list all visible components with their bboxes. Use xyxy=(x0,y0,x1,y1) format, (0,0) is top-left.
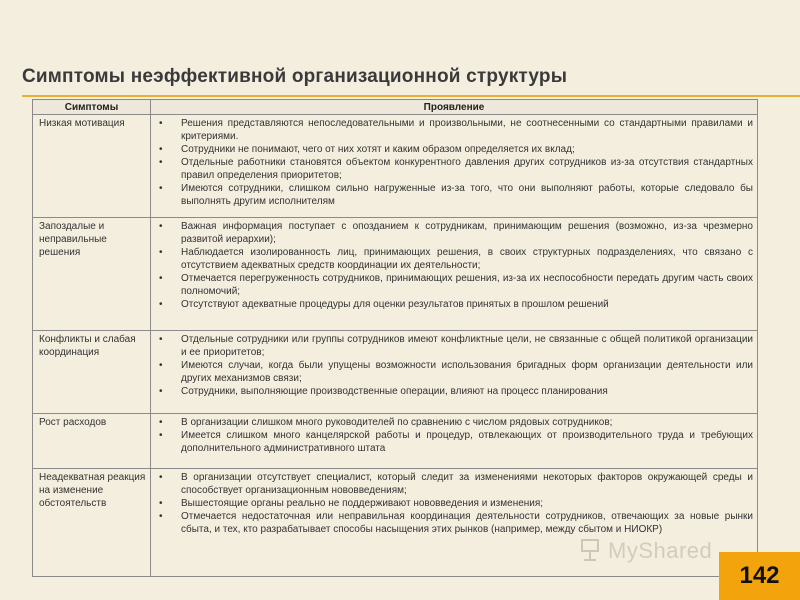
list-item: • Отмечается недостаточная или неправильная координация деятельности сотрудников, отвечающих за новые рынки сбыта, и тех, кто разрабатывает способы насыщения этих рынков (например, между сбытом и НИОКР) xyxy=(157,510,753,536)
table-header-row xyxy=(33,100,758,115)
manifestation-cell xyxy=(151,414,758,469)
title-underline xyxy=(22,95,800,97)
list-item: • Отдельные сотрудники или группы сотрудников имеют конфликтные цели, не связанные с общей политикой организации и ее приоритетов; xyxy=(157,333,753,359)
header-symptoms: Симптомы xyxy=(33,100,151,115)
symptoms-table xyxy=(32,99,758,577)
list-item: • Отмечается перегруженность сотрудников, принимающих решения, из-за их неспособности передать другим часть своих полномочий; xyxy=(157,272,753,298)
list-item: • Имеется слишком много канцелярской работы и процедур, отвлекающих от производительного труда и требующих дополнительного административного штата xyxy=(157,429,753,455)
slide-title: Симптомы неэффективной организационной структуры xyxy=(22,66,568,87)
list-item: • Сотрудники не понимают, чего от них хотят и каким образом определяется их вклад; xyxy=(157,143,753,156)
list-item: • Вышестоящие органы реально не поддерживают нововведения и изменения; xyxy=(157,497,753,510)
watermark-text: MyShared xyxy=(608,538,713,563)
list-item: • Имеются случаи, когда были упущены возможности использования бригадных форм организации деятельности или других механизмов связи; xyxy=(157,359,753,385)
table-row xyxy=(33,115,758,218)
table-row xyxy=(33,218,758,331)
manifestation-cell xyxy=(151,115,758,218)
watermark-logo-icon xyxy=(578,536,602,562)
manifestation-cell xyxy=(151,218,758,331)
symptom-rising-costs: Рост расходов xyxy=(33,414,151,469)
symptom-low-motivation: Низкая мотивация xyxy=(33,115,151,218)
page-number-badge: 142 xyxy=(719,552,800,600)
list-item: • Наблюдается изолированность лиц, принимающих решения, в своих структурных подразделениях, что связано с отсутствием адекватных средств координации их деятельности; xyxy=(157,246,753,272)
table-row xyxy=(33,331,758,414)
header-manifestation: Проявление xyxy=(151,100,758,115)
list-item: • Сотрудники, выполняющие производственные операции, влияют на процесс планирования xyxy=(157,385,753,398)
manifestation-cell xyxy=(151,331,758,414)
list-item: • Имеются сотрудники, слишком сильно нагруженные из-за того, что они выполняют работы, которые следовало бы выполнять другим исполнителям xyxy=(157,182,753,208)
list-item: • Отдельные работники становятся объектом конкурентного давления других сотрудников из-за отсутствия стандартных правил определения приоритетов; xyxy=(157,156,753,182)
symptom-conflicts: Конфликты и слабая координация xyxy=(33,331,151,414)
symptom-inadequate-reaction: Неадекватная реакция на изменение обстоятельств xyxy=(33,469,151,577)
list-item: • Решения представляются непоследовательными и произвольными, не соотнесенными со стандартными правилами и критериями. xyxy=(157,117,753,143)
list-item: • В организации отсутствует специалист, который следит за изменениями некоторых факторов окружающей среды и способствует организационным нововведениям; xyxy=(157,471,753,497)
table-row xyxy=(33,414,758,469)
list-item: • Отсутствуют адекватные процедуры для оценки результатов принятых в прошлом решений xyxy=(157,298,753,311)
list-item: • В организации слишком много руководителей по сравнению с числом рядовых сотрудников; xyxy=(157,416,753,429)
list-item: • Важная информация поступает с опозданием к сотрудникам, принимающим решения (возможно, из-за чрезмерно развитой иерархии); xyxy=(157,220,753,246)
symptom-late-decisions: Запоздалые и неправильные решения xyxy=(33,218,151,331)
